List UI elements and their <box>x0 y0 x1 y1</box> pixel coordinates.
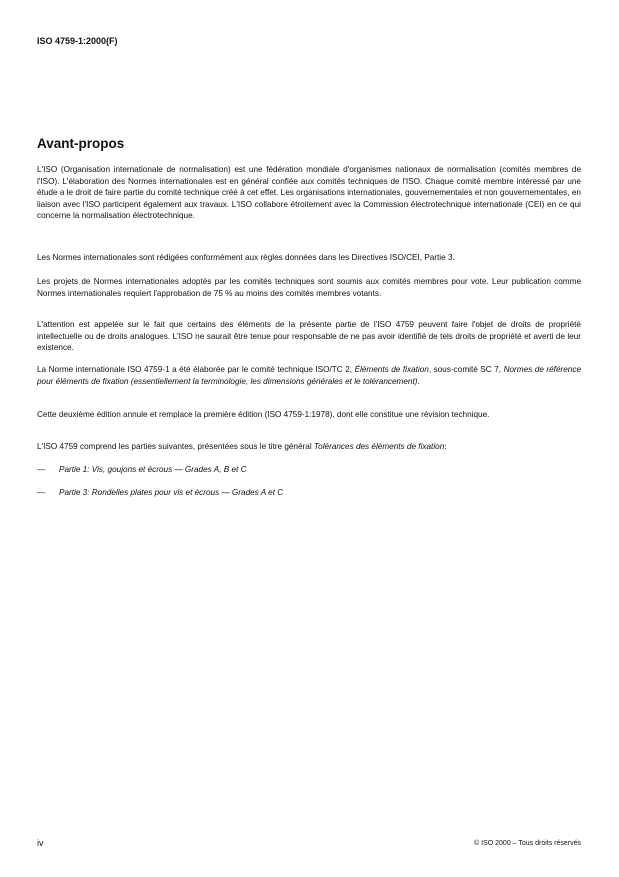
paragraph-iso-intro: L'ISO (Organisation internationale de normalisation) est une fédération mondiale d'organismes nationaux de normalisation (comités membres de l'ISO). L'élaboration des Normes internationales est en général confiée aux comités techniques de l'ISO. Chaque comité membre intéressé par une étude a le droit de faire partie du comité technique créé à cet effet. Les organisations internationales, gouvernementales et non gouvernementales, en liaison avec l'ISO participent également aux travaux. L'ISO collabore étroitement avec la Commission électrotechnique internationale (CEI) en ce qui concerne la normalisation électrotechnique. <box>37 165 581 221</box>
copyright: © ISO 2000 – Tous droits réservés <box>474 840 581 847</box>
dash-bullet: — <box>37 488 46 497</box>
document-header: ISO 4759-1:2000(F) <box>37 36 118 46</box>
list-item <box>37 488 283 497</box>
text: , sous-comité SC 7, <box>428 365 504 374</box>
text-italic: Éléments de fixation <box>354 365 429 374</box>
text: L'ISO 4759 comprend les parties suivantes, présentées sous le titre général <box>37 442 314 451</box>
dash-bullet: — <box>37 465 46 474</box>
list-item-text: Partie 3: Rondelles plates pour vis et écrous — Grades A et C <box>59 488 284 497</box>
page-number: iv <box>37 838 44 848</box>
text: : <box>444 442 447 451</box>
paragraph-parts <box>37 441 581 453</box>
paragraph-voting: Les projets de Normes internationales adoptés par les comités techniques sont soumis aux comités membres pour vote. Leur publication comme Normes internationales requiert l'approbation de 75 % au moins des comités membres votants. <box>37 277 581 298</box>
text: La Norme internationale ISO 4759-1 a été élaborée par le comité technique ISO/TC 2, <box>37 365 355 374</box>
paragraph-edition: Cette deuxième édition annule et remplace la première édition (ISO 4759-1:1978), dont elle constitue une révision technique. <box>37 410 490 419</box>
paragraph-committee <box>37 364 581 387</box>
section-title: Avant-propos <box>37 136 125 151</box>
text: . <box>417 376 420 386</box>
text-italic: Tolérances des éléments de fixation <box>313 442 445 451</box>
list-item <box>37 465 247 474</box>
paragraph-patents: L'attention est appelée sur le fait que certains des éléments de la présente partie de l'ISO 4759 peuvent faire l'objet de droits de propriété intellectuelle ou de droits analogues. L'ISO ne saurait être tenue pour responsable de ne pas avoir identifié de tels droits de propriété et averti de leur existence. <box>37 320 581 353</box>
list-item-text: Partie 1: Vis, goujons et écrous — Grades A, B et C <box>59 465 247 474</box>
paragraph-directives: Les Normes internationales sont rédigées conformément aux règles données dans les Directives ISO/CEI, Partie 3. <box>37 253 455 262</box>
text-italic: Normes de référence pour éléments de fixation (essentiellement la terminologie, les dimensions générales et le tolérancement) <box>37 365 581 386</box>
